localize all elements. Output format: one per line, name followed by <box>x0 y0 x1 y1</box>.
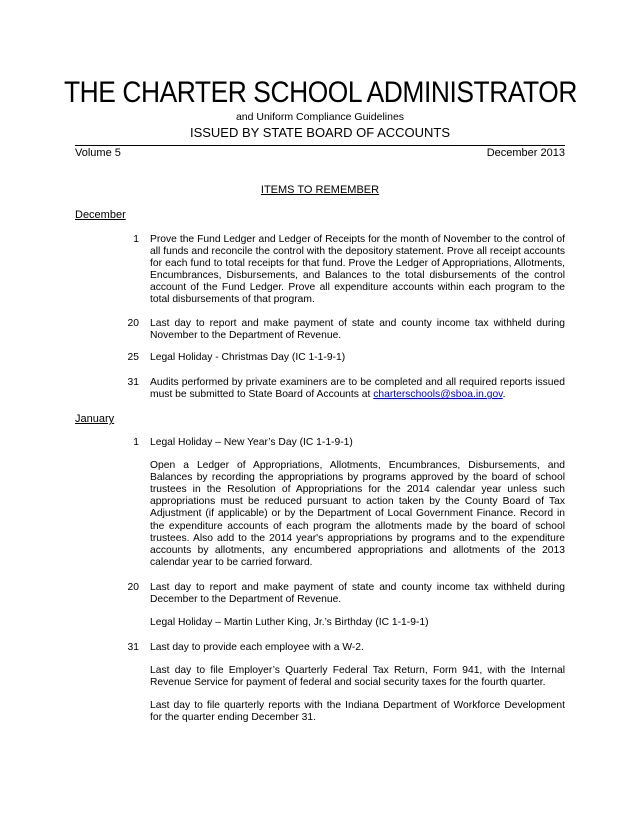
email-link[interactable]: charterschools@sboa.in.gov <box>373 389 503 401</box>
item-text-lead: Audits performed by private examiners are to be completed and all required reports issued must be submitted to State Board of Accounts at <box>150 377 565 401</box>
item-text: Legal Holiday - Christmas Day (IC 1-1-9-1) <box>150 352 346 363</box>
item-text: Open a Ledger of Appropriations, Allotments, Encumbrances, Disbursements, and Balances by recording the appropriations by programs approved by the board of school trustees in the Resolution of Appropriations for the 2014 calendar year unless such appropriations must be reduced pursuant to action taken by the County Board of Tax Adjustment (if applicable) or by the Department of Local Government Finance. Record in the expenditure accounts of each program the allotments made by the board of school trustees. Also add to the 2014 year's appropriations by programs and to the expenditure accounts by allotments, any encumbered appropriations and allotments of the 2013 calendar year to be carried forward. <box>150 460 565 568</box>
item-text: Last day to report and make payment of state and county income tax withheld during November to the Department of Revenue. <box>150 318 565 342</box>
issue-date: December 2013 <box>486 147 565 159</box>
volume-number: Volume 5 <box>75 147 121 159</box>
day-number: 31 <box>127 377 139 388</box>
item-text: Last day to report and make payment of state and county income tax withheld during December to the Department of Revenue. <box>150 582 565 606</box>
day-number: 20 <box>127 582 139 593</box>
day-number: 25 <box>127 352 139 363</box>
day-number: 31 <box>127 642 139 653</box>
volume-row <box>75 147 565 160</box>
item-text: Last day to file Employer’s Quarterly Federal Tax Return, Form 941, with the Internal Revenue Service for payment of federal and social security taxes for the fourth quarter. <box>150 665 565 689</box>
list-item <box>75 234 565 307</box>
list-item <box>75 582 565 629</box>
list-item <box>75 318 565 342</box>
item-text: Prove the Fund Ledger and Ledger of Receipts for the month of November to the control of all funds and reconcile the control with the depository statement. Prove all receipt accounts for each fund to total receipts for that fund. Prove the Ledger of Appropriations, Allotments, Encumbrances, Disbursements, and Balances to the total disbursements of the control account of the Fund Ledger. Prove all expenditure accounts within each program to the total disbursements of that program. <box>150 234 565 306</box>
item-text-tail: . <box>502 389 506 401</box>
newsletter-title: THE CHARTER SCHOOL ADMINISTRATOR <box>63 76 577 109</box>
item-text: Legal Holiday – New Year’s Day (IC 1-1-9-1) <box>150 437 353 448</box>
header-divider <box>75 145 565 146</box>
month-heading-december: December <box>75 209 126 221</box>
list-item <box>75 352 565 364</box>
newsletter-subtitle: and Uniform Compliance Guidelines <box>235 111 405 123</box>
item-text: Last day to provide each employee with a W-2. <box>150 642 364 653</box>
list-item <box>75 377 565 401</box>
day-number: 20 <box>127 318 139 329</box>
month-heading-january: January <box>75 413 115 425</box>
issuer-line: ISSUED BY STATE BOARD OF ACCOUNTS <box>189 125 451 140</box>
item-text: Legal Holiday – Martin Luther King, Jr.’s Birthday (IC 1-1-9-1) <box>150 617 429 629</box>
item-text <box>150 377 565 401</box>
item-text: Last day to file quarterly reports with the Indiana Department of Workforce Development for the quarter ending December 31. <box>150 700 565 724</box>
section-heading: ITEMS TO REMEMBER <box>260 184 380 196</box>
day-number: 1 <box>133 234 139 245</box>
day-number: 1 <box>133 437 139 448</box>
list-item <box>75 642 565 724</box>
list-item <box>75 437 565 569</box>
masthead <box>0 78 640 140</box>
